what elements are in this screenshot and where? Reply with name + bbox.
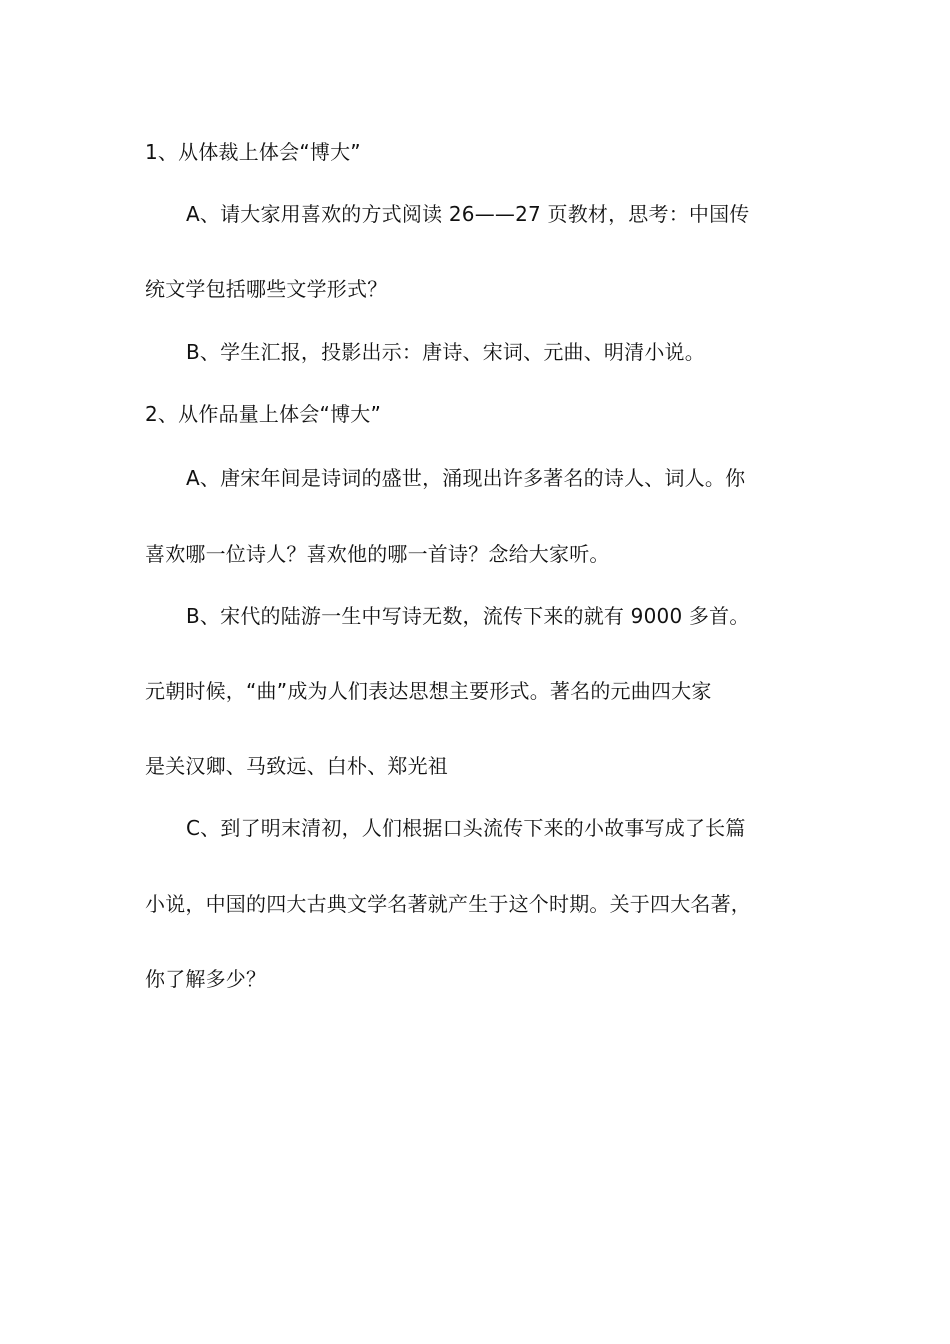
- paragraph-line: 是关汉卿、马致远、白朴、郑光祖: [145, 754, 448, 778]
- heading-quantity: 2、从作品量上体会“博大”: [145, 402, 382, 426]
- paragraph-line: 你了解多少？: [145, 967, 267, 991]
- paragraph-line: 统文学包括哪些文学形式？: [145, 277, 388, 301]
- paragraph-line: 小说，中国的四大古典文学名著就产生于这个时期。关于四大名著，: [145, 892, 751, 916]
- paragraph-line: A、请大家用喜欢的方式阅读 26——27 页教材，思考：中国传: [186, 202, 750, 226]
- paragraph-line: C、到了明末清初，人们根据口头流传下来的小故事写成了长篇: [186, 816, 746, 840]
- paragraph-line: A、唐宋年间是诗词的盛世，涌现出许多著名的诗人、词人。你: [186, 466, 746, 490]
- paragraph-line: 喜欢哪一位诗人？喜欢他的哪一首诗？念给大家听。: [145, 542, 610, 566]
- paragraph-line: B、宋代的陆游一生中写诗无数，流传下来的就有 9000 多首。: [186, 604, 750, 628]
- paragraph-line: 元朝时候，“曲”成为人们表达思想主要形式。著名的元曲四大家: [145, 679, 712, 703]
- paragraph-line: B、学生汇报，投影出示：唐诗、宋词、元曲、明清小说。: [186, 340, 705, 364]
- heading-genre: 1、从体裁上体会“博大”: [145, 140, 361, 164]
